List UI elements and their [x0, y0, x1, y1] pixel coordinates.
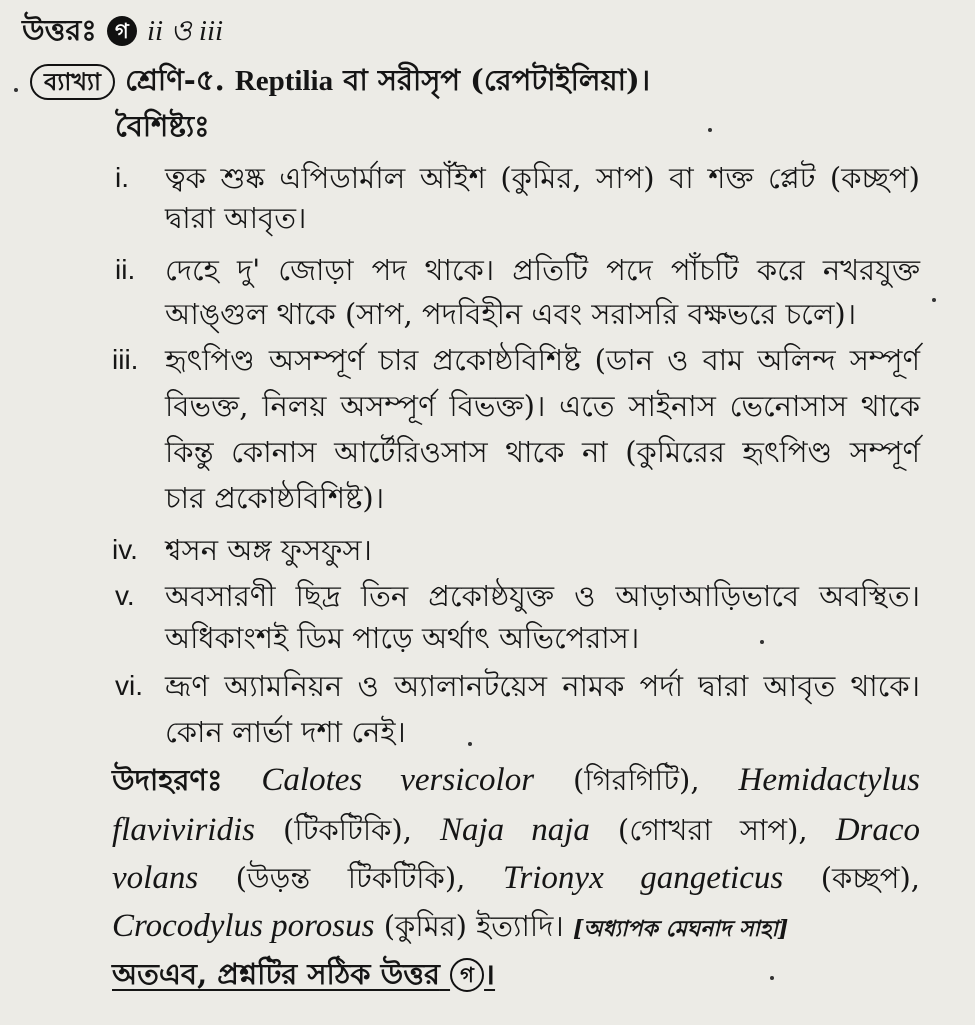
- species-name: volans: [112, 860, 199, 896]
- common-name: (উড়ন্ত টিকটিকি),: [198, 861, 503, 895]
- item-line: অবসারণী ছিদ্র তিন প্রকোষ্ঠযুক্ত ও আড়াআড়িভাবে অবস্থিত।: [165, 579, 920, 613]
- common-name: (গোখরা সাপ),: [589, 813, 836, 847]
- item-line: কিন্তু কোনাস আর্টেরিওসাস থাকে না (কুমিরের হৃৎপিণ্ড সম্পূর্ণ: [165, 435, 920, 469]
- species-name: Naja naja: [439, 812, 590, 848]
- print-speck: [770, 976, 774, 980]
- explanation-heading: [30, 62, 650, 100]
- item-line: হৃৎপিণ্ড অসম্পূর্ণ চার প্রকোষ্ঠবিশিষ্ট (ডান ও বাম অলিন্দ সম্পূর্ণ: [165, 343, 920, 377]
- item-number: i.: [115, 162, 129, 193]
- item-number: ii.: [115, 254, 136, 285]
- item-line: কোন লার্ভা দশা নেই।: [165, 715, 406, 749]
- print-speck: [760, 640, 764, 644]
- explanation-latin: Reptilia: [234, 65, 334, 97]
- item-line: বিভক্ত, নিলয় অসম্পূর্ণ বিভক্ত)। এতে সাইনাস ভেনোসাস থাকে: [165, 389, 920, 423]
- print-speck: [932, 298, 936, 302]
- print-speck: [708, 128, 712, 132]
- species-name: Hemidactylus: [738, 762, 920, 798]
- common-name: (কচ্ছপ),: [783, 861, 920, 895]
- item-line: চার প্রকোষ্ঠবিশিষ্ট)।: [165, 481, 385, 515]
- item-number: vi.: [115, 670, 143, 701]
- item-number: v.: [115, 580, 135, 611]
- item-line: শ্বসন অঙ্গ ফুসফুস।: [165, 533, 372, 567]
- explanation-prefix: শ্রেণি-৫.: [125, 63, 235, 97]
- answer-line: [22, 12, 223, 49]
- conclusion-option-badge: গ: [450, 958, 484, 992]
- item-number: iii.: [112, 344, 139, 375]
- print-speck: [14, 88, 18, 92]
- species-name: flaviviridis: [112, 812, 255, 848]
- print-speck: [468, 742, 472, 746]
- species-name: Draco: [835, 812, 921, 848]
- common-name: (কুমির) ইত্যাদি।: [374, 909, 573, 943]
- item-number: iv.: [112, 534, 138, 565]
- examples-line: [112, 812, 920, 848]
- item-line: আঙ্গুল থাকে (সাপ, পদবিহীন এবং সরাসরি বক্ষভরে চলে)।: [165, 297, 857, 331]
- explanation-badge: ব্যাখ্যা: [30, 64, 115, 100]
- reference-citation: [অধ্যাপক মেঘনাদ সাহা]: [573, 916, 789, 942]
- item-line: অধিকাংশই ডিম পাড়ে অর্থাৎ অভিপেরাস।: [165, 621, 640, 655]
- examples-line: [112, 860, 920, 896]
- explanation-suffix: বা সরীসৃপ (রেপটাইলিয়া)।: [333, 63, 651, 97]
- species-name: Trionyx gangeticus: [502, 860, 784, 896]
- species-name: Crocodylus porosus: [112, 908, 375, 944]
- item-line: ভ্রূণ অ্যামনিয়ন ও অ্যালানটয়েস নামক পর্দা দ্বারা আবৃত থাকে।: [165, 669, 920, 703]
- common-name: (গিরগিটি),: [534, 763, 739, 797]
- answer-label: উত্তরঃ: [22, 13, 97, 47]
- item-line: দ্বারা আবৃত।: [165, 201, 307, 235]
- item-line: ত্বক শুষ্ক এপিডার্মাল আঁইশ (কুমির, সাপ) বা শক্ত প্লেট (কচ্ছপ): [165, 161, 920, 195]
- conclusion-line: [112, 956, 495, 992]
- species-name: Calotes versicolor: [261, 762, 535, 798]
- answer-value: ii ও iii: [146, 15, 224, 47]
- answer-option-badge: গ: [107, 16, 137, 46]
- examples-line: [112, 762, 920, 798]
- examples-label: উদাহরণঃ: [112, 763, 223, 797]
- features-title: বৈশিষ্ট্যঃ: [115, 109, 210, 143]
- item-line: দেহে দু' জোড়া পদ থাকে। প্রতিটি পদে পাঁচটি করে নখরযুক্ত: [165, 253, 920, 287]
- conclusion-end: ।: [484, 957, 496, 991]
- common-name: (টিকটিকি),: [255, 813, 440, 847]
- conclusion-text: অতএব, প্রশ্নটির সঠিক উত্তর: [112, 957, 440, 991]
- examples-line: [112, 908, 788, 947]
